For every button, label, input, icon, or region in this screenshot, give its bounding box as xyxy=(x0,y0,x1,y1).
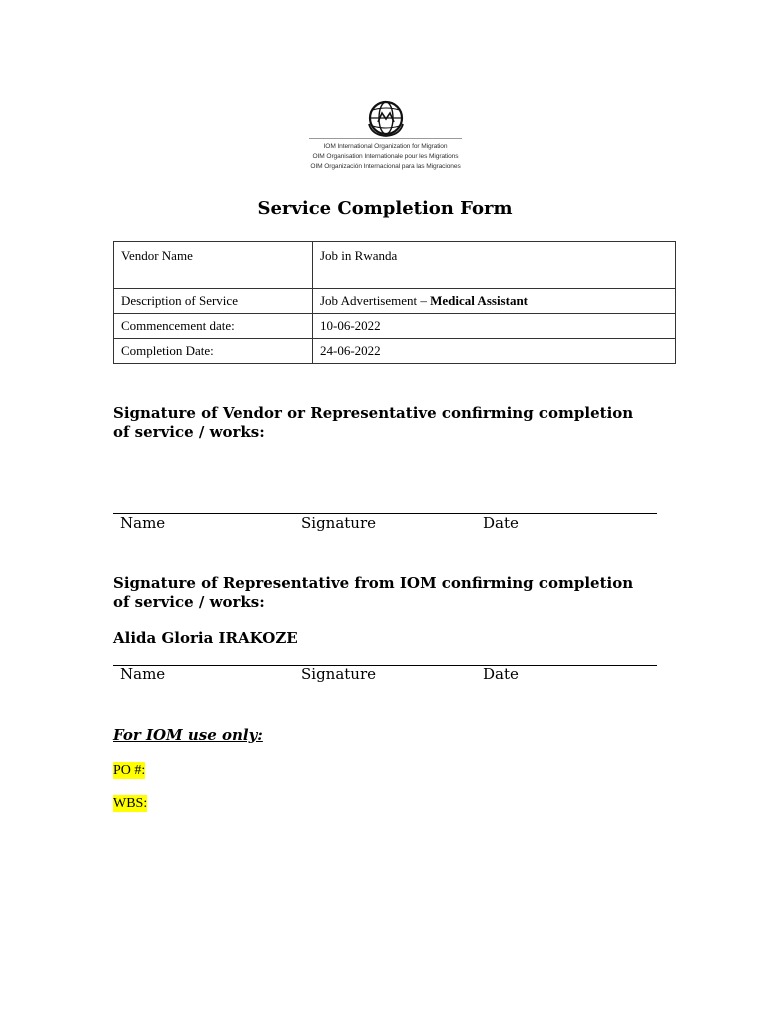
vendor-name-caption: Name xyxy=(120,514,166,532)
iom-heading-line2: of service / works: xyxy=(113,593,265,611)
iom-heading-line1: Signature of Representative from IOM confirming completion xyxy=(113,574,634,592)
vendor-heading-line2: of service / works: xyxy=(113,423,265,441)
completion-value: 24-06-2022 xyxy=(313,339,676,364)
table-row-commencement xyxy=(114,314,676,339)
description-label: Description of Service xyxy=(114,289,313,314)
logo-line-es: OIM Organización Internacional para las Migraciones xyxy=(310,163,461,170)
logo-line-fr: OIM Organisation Internationale pour les Migrations xyxy=(312,153,459,160)
iom-signature-heading xyxy=(113,574,673,612)
service-info-table xyxy=(113,241,676,364)
vendor-date-caption: Date xyxy=(483,514,519,532)
vendor-heading-line1: Signature of Vendor or Representative confirming completion xyxy=(113,404,634,422)
commencement-label: Commencement date: xyxy=(114,314,313,339)
po-number-field[interactable]: PO #: xyxy=(113,763,146,778)
vendor-signature-line[interactable] xyxy=(113,513,657,514)
description-value-bold: Medical Assistant xyxy=(430,293,529,308)
iom-logo xyxy=(308,98,463,172)
iom-use-heading: For IOM use only: xyxy=(113,726,263,744)
vendor-signature-caption: Signature xyxy=(301,514,377,532)
vendor-signature-heading xyxy=(113,404,673,442)
iom-representative-name: Alida Gloria IRAKOZE xyxy=(113,629,298,647)
table-row-vendor xyxy=(114,242,676,289)
commencement-value: 10-06-2022 xyxy=(313,314,676,339)
description-value-plain: Job Advertisement – xyxy=(320,293,431,308)
table-row-completion xyxy=(114,339,676,364)
completion-label: Completion Date: xyxy=(114,339,313,364)
vendor-name-value: Job in Rwanda xyxy=(313,242,676,289)
iom-date-caption: Date xyxy=(483,665,519,683)
table-row-description xyxy=(114,289,676,314)
logo-divider xyxy=(309,138,462,139)
vendor-name-label: Vendor Name xyxy=(114,242,313,289)
logo-line-en: IOM International Organization for Migration xyxy=(323,143,448,150)
iom-signature-caption: Signature xyxy=(301,665,377,683)
page-title: Service Completion Form xyxy=(257,198,513,219)
iom-name-caption: Name xyxy=(120,665,166,683)
iom-signature-line[interactable] xyxy=(113,665,657,666)
description-value xyxy=(313,289,676,314)
iom-globe-icon xyxy=(366,98,406,138)
wbs-field[interactable]: WBS: xyxy=(113,796,148,811)
